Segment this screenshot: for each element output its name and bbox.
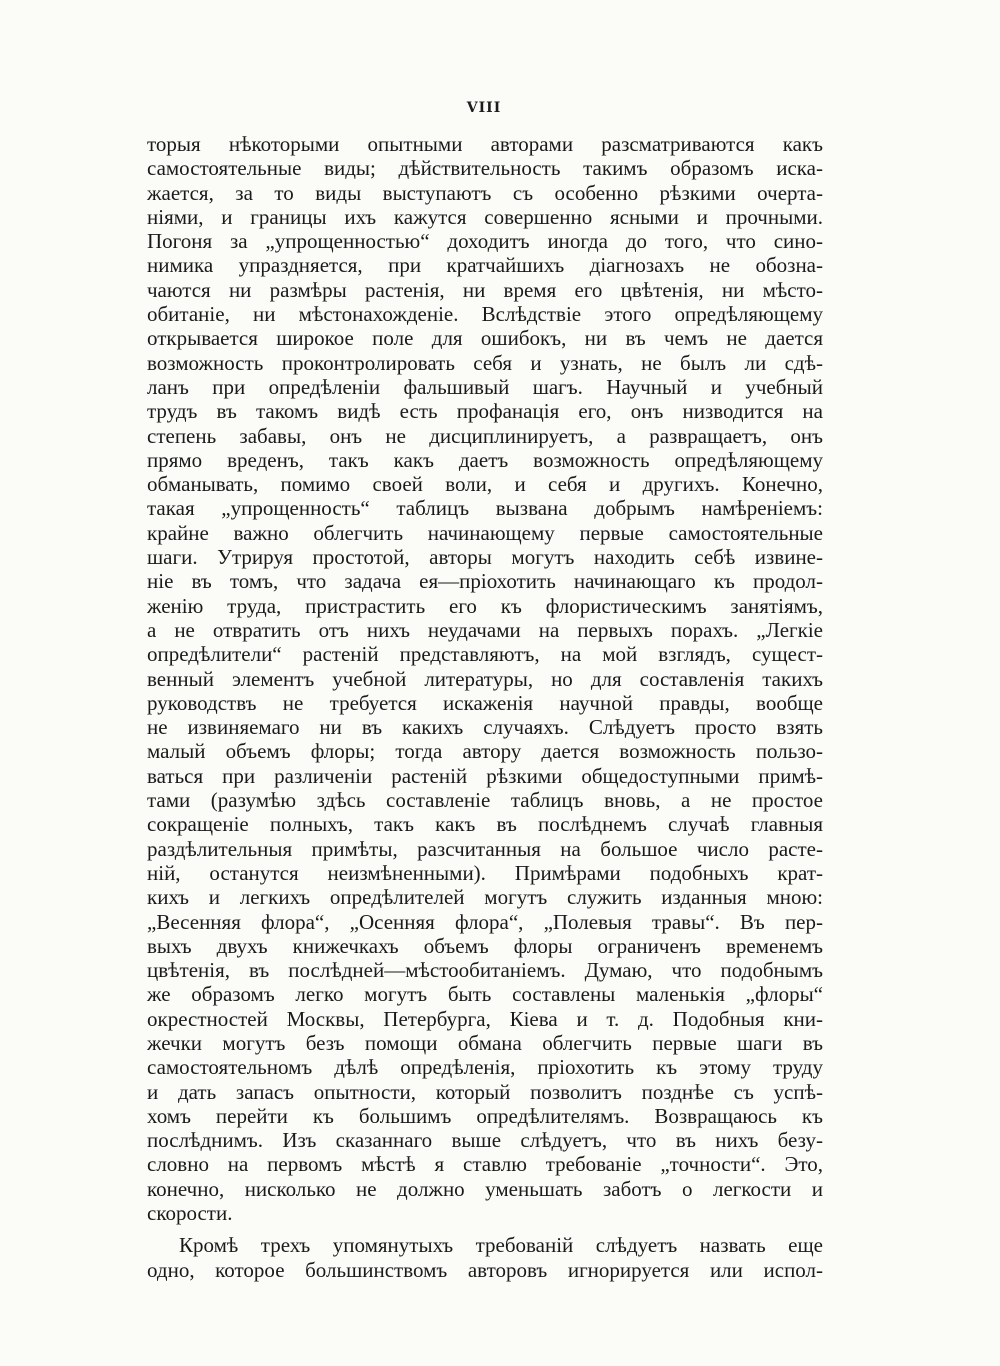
body-text [147, 132, 823, 1282]
text-line: женію труда, пристрастить его къ флористическимъ занятіямъ, [147, 593, 823, 618]
text-line: торыя нѣкоторыми опытными авторами разсматриваются какъ [147, 132, 823, 156]
text-line: самостоятельные виды; дѣйствительность такимъ образомъ иска- [147, 156, 823, 181]
text-line: ваться при различеніи растеній рѣзкими общедоступными примѣ- [147, 763, 823, 788]
text-line: хомъ перейти къ большимъ опредѣлителямъ. Возвращаюсь къ [147, 1103, 823, 1128]
text-line: скорости. [147, 1201, 233, 1226]
text-line: жается, за то виды выступаютъ съ особенно рѣзкими очерта- [147, 180, 823, 205]
text-line: чаются ни размѣры растенія, ни время его цвѣтенія, ни мѣсто- [147, 277, 823, 302]
text-line: словно на первомъ мѣстѣ я ставлю требованіе „точности“. Это, [147, 1152, 823, 1177]
paragraph [147, 132, 823, 1225]
text-line: жечки могутъ безъ помощи обмана облегчить первые шаги въ [147, 1030, 823, 1055]
text-line: и дать запасъ опытности, который позволитъ позднѣе съ успѣ- [147, 1079, 823, 1104]
text-line: обманывать, помимо своей воли, и себя и другихъ. Конечно, [147, 472, 823, 497]
text-line: ніе въ томъ, что задача ея—пріохотить начинающаго къ продол- [147, 569, 823, 594]
text-line: же образомъ легко могутъ быть составлены маленькія „флоры“ [147, 982, 823, 1007]
text-line: Погоня за „упрощенностью“ доходитъ иногда до того, что сино- [147, 229, 823, 254]
text-line: цвѣтенія, въ послѣдней—мѣстообитаніемъ. Думаю, что подобнымъ [147, 958, 823, 983]
text-line: Кромѣ трехъ упомянутыхъ требованій слѣдуетъ назвать еще [179, 1233, 823, 1258]
text-line: открывается широкое поле для ошибокъ, ни въ чемъ не дается [147, 326, 823, 351]
text-line: а не отвратить отъ нихъ неудачами на первыхъ порахъ. „Легкіе [147, 617, 823, 642]
text-line: ланъ при опредѣленіи фальшивый шагъ. Научный и учебный [147, 374, 823, 399]
text-line: руководствъ не требуется искаженія научной правды, вообще [147, 690, 823, 715]
text-line: „Весенняя флора“, „Осенняя флора“, „Полевыя травы“. Въ пер- [147, 909, 823, 934]
text-line: тами (разумѣю здѣсь составленіе таблицъ вновь, а не простое [147, 788, 823, 813]
text-line: конечно, нисколько не должно уменьшать заботъ о легкости и [147, 1176, 823, 1201]
text-line: ній, останутся неизмѣненными). Примѣрами подобныхъ крат- [147, 860, 823, 885]
text-line: возможность проконтролировать себя и узнать, не былъ ли сдѣ- [147, 350, 823, 375]
text-line: одно, которое большинствомъ авторовъ игнорируется или испол- [147, 1257, 823, 1282]
text-line: ніями, и границы ихъ кажутся совершенно ясными и прочными. [147, 204, 823, 229]
text-line: венный элементъ учебной литературы, но для составленія такихъ [147, 666, 823, 691]
text-line: трудъ въ такомъ видѣ есть профанація его, онъ низводится на [147, 399, 823, 424]
text-line: крайне важно облегчить начинающему первые самостоятельные [147, 520, 823, 545]
paragraph-gap [147, 1225, 823, 1233]
text-line: сокращеніе полныхъ, такъ какъ въ послѣднемъ случаѣ главныя [147, 812, 823, 837]
text-line: степень забавы, онъ не дисциплинируетъ, а развращаетъ, онъ [147, 423, 823, 448]
text-line: раздѣлительныя примѣты, разсчитанныя на большое число расте- [147, 836, 823, 861]
text-line: послѣднимъ. Изъ сказаннаго выше слѣдуетъ, что въ нихъ безу- [147, 1128, 823, 1153]
text-line: кихъ и легкихъ опредѣлителей могутъ служить изданныя мною: [147, 885, 823, 910]
text-line: опредѣлители“ растеній представляютъ, на мой взглядъ, сущест- [147, 642, 823, 667]
text-line: окрестностей Москвы, Петербурга, Кіева и т. д. Подобныя кни- [147, 1006, 823, 1031]
text-line: шаги. Утрируя простотой, авторы могутъ находить себѣ извине- [147, 545, 823, 570]
page-number: VIII [466, 100, 502, 116]
text-line: выхъ двухъ книжечкахъ объемъ флоры ограниченъ временемъ [147, 933, 823, 958]
text-line: обитаніе, ни мѣстонахожденіе. Вслѣдствіе этого опредѣляющему [147, 302, 823, 327]
text-line: самостоятельномъ дѣлѣ опредѣленія, пріохотить къ этому труду [147, 1055, 823, 1080]
text-line: такая „упрощенность“ таблицъ вызвана добрымъ намѣреніемъ: [147, 496, 823, 521]
text-line: нимика упраздняется, при кратчайшихъ діагнозахъ не обозна- [147, 253, 823, 278]
text-line: малый объемъ флоры; тогда автору дается возможность пользо- [147, 739, 823, 764]
text-line: не извиняемаго ни въ какихъ случаяхъ. Слѣдуетъ просто взять [147, 715, 823, 740]
paragraph [147, 1233, 823, 1282]
text-line: прямо вреденъ, такъ какъ даетъ возможность опредѣляющему [147, 447, 823, 472]
